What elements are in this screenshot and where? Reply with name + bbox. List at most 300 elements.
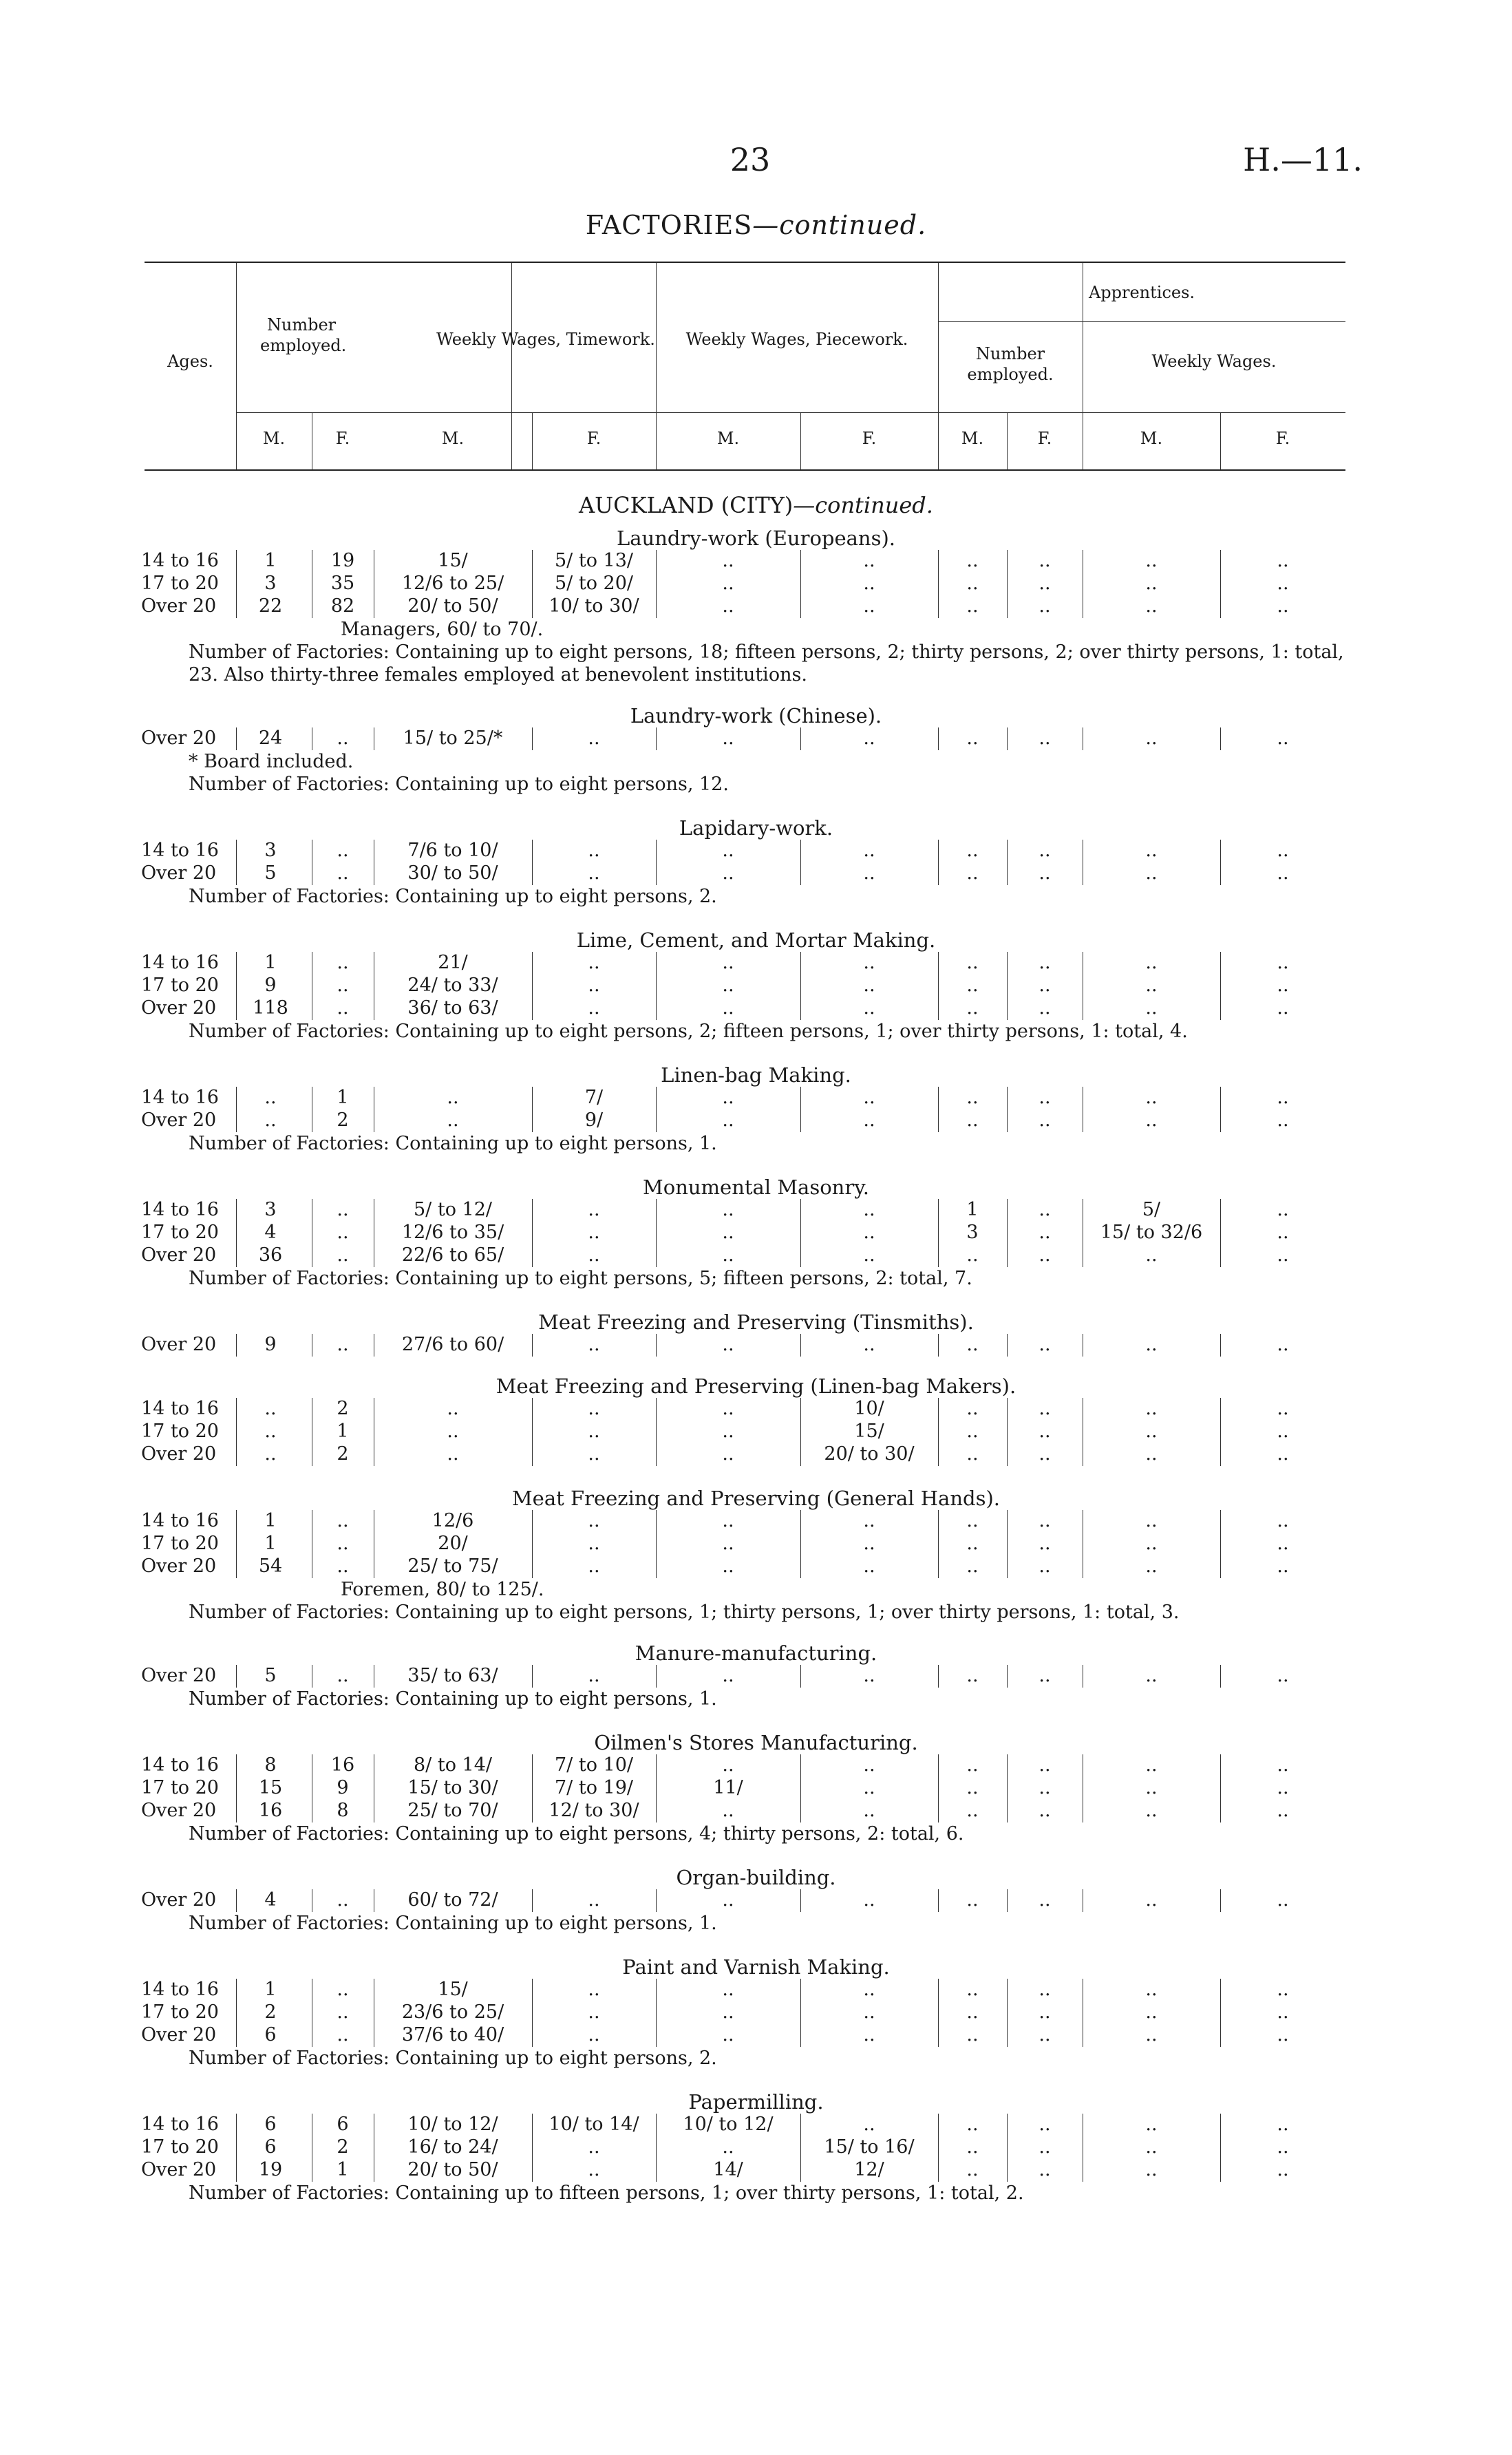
table-cell: 20/ — [438, 1533, 468, 1554]
table-cell: .. — [1277, 1665, 1289, 1686]
body — [0, 492, 1512, 2204]
table-cell: .. — [1145, 1334, 1158, 1355]
table-cell: .. — [1277, 1889, 1289, 1911]
table-cell: .. — [1039, 1533, 1051, 1554]
section-title: Linen-bag Making. — [661, 1063, 851, 1087]
age-cell: 17 to 20 — [141, 1421, 219, 1442]
section-note: Number of Factories: Containing up to eight persons, 18; fifteen persons, 2; thirty persons, 2; over thirty persons, 1: total, 23. Also thirty-three females employed at benevolent institutions. — [189, 641, 1344, 686]
table-cell: .. — [966, 1421, 979, 1442]
table-cell: .. — [722, 1421, 734, 1442]
table-cell: .. — [588, 862, 600, 884]
age-cell: 17 to 20 — [141, 1777, 219, 1798]
table-cell: .. — [863, 862, 875, 884]
table-cell: 54 — [258, 1555, 283, 1577]
table-cell: .. — [722, 550, 734, 571]
table-cell: 24 — [258, 727, 283, 749]
table-cell: .. — [863, 1665, 875, 1686]
table-cell: .. — [1277, 840, 1289, 861]
table-cell: 5/ to 12/ — [414, 1199, 492, 1220]
age-cell: 17 to 20 — [141, 573, 219, 594]
section-note: Foremen, 80/ to 125/. — [341, 1579, 544, 1600]
table-cell: .. — [1039, 1199, 1051, 1220]
section — [0, 1176, 1512, 1290]
age-cell: 17 to 20 — [141, 2001, 219, 2023]
age-cell: Over 20 — [141, 595, 217, 617]
table-cell: .. — [863, 1109, 875, 1131]
section-rows — [0, 1979, 1512, 2047]
table-cell: .. — [1039, 1979, 1051, 2000]
table-cell: .. — [1145, 1777, 1158, 1798]
table-cell: 16 — [258, 1800, 283, 1821]
table-row — [0, 1777, 1512, 1800]
section-title: Papermilling. — [688, 2090, 824, 2114]
section-rows — [0, 1398, 1512, 1466]
table-cell: .. — [588, 1244, 600, 1266]
table-cell: .. — [1039, 2001, 1051, 2023]
table-cell: 15/ — [438, 1979, 468, 2000]
table-cell: .. — [966, 1754, 979, 1776]
table-cell: 20/ to 50/ — [407, 595, 498, 617]
table-cell: .. — [863, 1889, 875, 1911]
table-cell: .. — [863, 1510, 875, 1531]
table-cell: .. — [1145, 2159, 1158, 2180]
section-note: Number of Factories: Containing up to eight persons, 2. — [189, 886, 717, 907]
table-cell: 1 — [264, 1510, 277, 1531]
table-cell: .. — [1145, 2136, 1158, 2158]
section — [0, 1310, 1512, 1357]
table-cell: 9 — [264, 1334, 277, 1355]
section-rows — [0, 2114, 1512, 2182]
table-cell: .. — [966, 1443, 979, 1465]
table-cell: .. — [863, 727, 875, 749]
table-cell: .. — [722, 573, 734, 594]
table-cell: .. — [722, 840, 734, 861]
table-cell: .. — [863, 1244, 875, 1266]
table-row — [0, 573, 1512, 595]
table-row — [0, 1533, 1512, 1555]
table-cell: .. — [1039, 2136, 1051, 2158]
section-title: Meat Freezing and Preserving (Tinsmiths). — [538, 1310, 974, 1334]
table-cell: .. — [1277, 862, 1289, 884]
table-cell: .. — [1039, 1398, 1051, 1419]
table-cell: .. — [1277, 1244, 1289, 1266]
table-cell: 5/ to 13/ — [555, 550, 633, 571]
table-cell: .. — [1277, 573, 1289, 594]
table-cell: 10/ to 12/ — [407, 2114, 498, 2135]
table-cell: .. — [1039, 1555, 1051, 1577]
table-cell: .. — [1039, 1222, 1051, 1243]
table-cell: 3 — [264, 573, 277, 594]
table-row — [0, 1334, 1512, 1357]
section — [0, 1487, 1512, 1624]
table-cell: .. — [447, 1109, 459, 1131]
table-cell: .. — [966, 2136, 979, 2158]
table-cell: .. — [863, 1555, 875, 1577]
table-cell: .. — [588, 2159, 600, 2180]
section-note: Managers, 60/ to 70/. — [341, 619, 544, 640]
section-title: Manure-manufacturing. — [635, 1641, 877, 1665]
age-cell: Over 20 — [141, 1334, 217, 1355]
age-cell: 17 to 20 — [141, 2136, 219, 2158]
table-cell: 12/ to 30/ — [549, 1800, 639, 1821]
table-cell: .. — [588, 840, 600, 861]
age-cell: 14 to 16 — [141, 1754, 219, 1776]
table-cell: .. — [1277, 727, 1289, 749]
table-cell: .. — [863, 2024, 875, 2045]
section-note: Number of Factories: Containing up to eight persons, 4; thirty persons, 2: total, 6. — [189, 1823, 964, 1845]
table-cell: .. — [447, 1421, 459, 1442]
table-cell: .. — [722, 1800, 734, 1821]
table-cell: .. — [588, 2001, 600, 2023]
header-weekly-timework: Weekly Wages, Timework. — [436, 330, 655, 349]
table-row — [0, 1398, 1512, 1421]
table-cell: .. — [722, 727, 734, 749]
header-m: M. — [1140, 429, 1163, 448]
table-cell: 2 — [337, 1109, 349, 1131]
table-cell: 25/ to 70/ — [407, 1800, 498, 1821]
table-row — [0, 1443, 1512, 1466]
table-row — [0, 840, 1512, 862]
table-header — [145, 262, 1345, 471]
table-cell: 16 — [330, 1754, 355, 1776]
section-rows — [0, 1665, 1512, 1688]
table-cell: .. — [1277, 952, 1289, 973]
table-cell: .. — [1145, 595, 1158, 617]
table-cell: .. — [1145, 840, 1158, 861]
table-cell: 8 — [264, 1754, 277, 1776]
table-cell: 15/ to 32/6 — [1100, 1222, 1203, 1243]
section-title: Meat Freezing and Preserving (General Hands). — [511, 1487, 1000, 1510]
table-cell: .. — [722, 1087, 734, 1108]
table-cell: 6 — [264, 2136, 277, 2158]
table-cell: 60/ to 72/ — [407, 1889, 498, 1911]
table-cell: .. — [966, 1087, 979, 1108]
table-cell: .. — [966, 952, 979, 973]
table-cell: .. — [1039, 1665, 1051, 1686]
table-cell: .. — [1277, 1555, 1289, 1577]
section — [0, 1731, 1512, 1845]
section-note: Number of Factories: Containing up to eight persons, 5; fifteen persons, 2: total, 7. — [189, 1268, 972, 1289]
table-cell: .. — [722, 1109, 734, 1131]
table-cell: 10/ — [854, 1398, 884, 1419]
table-row — [0, 975, 1512, 997]
section — [0, 1374, 1512, 1466]
header-f: F. — [1037, 429, 1052, 448]
table-cell: 36/ to 63/ — [407, 997, 498, 1019]
age-cell: 14 to 16 — [141, 1979, 219, 2000]
age-cell: Over 20 — [141, 2024, 217, 2045]
table-cell: .. — [588, 2136, 600, 2158]
section-note: * Board included. — [189, 751, 354, 772]
table-cell: 2 — [337, 2136, 349, 2158]
table-row — [0, 1800, 1512, 1822]
table-row — [0, 1665, 1512, 1688]
table-cell: 24/ to 33/ — [407, 975, 498, 996]
table-cell: .. — [966, 975, 979, 996]
table-cell: .. — [337, 840, 349, 861]
table-cell: .. — [337, 975, 349, 996]
table-cell: .. — [1039, 1087, 1051, 1108]
table-cell: .. — [1277, 1754, 1289, 1776]
table-row — [0, 997, 1512, 1020]
table-cell: 8/ to 14/ — [414, 1754, 492, 1776]
table-cell: .. — [863, 975, 875, 996]
table-cell: .. — [1145, 1109, 1158, 1131]
age-cell: 14 to 16 — [141, 2114, 219, 2135]
table-cell: .. — [722, 1199, 734, 1220]
table-cell: .. — [863, 1222, 875, 1243]
table-cell: .. — [722, 1398, 734, 1419]
table-cell: .. — [966, 862, 979, 884]
table-cell: 5/ to 20/ — [555, 573, 633, 594]
document-reference: H.—11. — [1243, 141, 1363, 178]
table-cell: .. — [1277, 2024, 1289, 2045]
table-cell: .. — [863, 840, 875, 861]
table-cell: .. — [722, 595, 734, 617]
table-cell: .. — [966, 1665, 979, 1686]
table-cell: .. — [966, 550, 979, 571]
table-cell: .. — [1145, 2001, 1158, 2023]
age-cell: 14 to 16 — [141, 1510, 219, 1531]
table-cell: .. — [1145, 1555, 1158, 1577]
table-cell: 30/ to 50/ — [407, 862, 498, 884]
table-cell: .. — [1145, 862, 1158, 884]
table-cell: .. — [722, 1665, 734, 1686]
table-cell: .. — [1277, 550, 1289, 571]
table-cell: .. — [1277, 1199, 1289, 1220]
table-cell: 20/ to 50/ — [407, 2159, 498, 2180]
table-cell: .. — [1277, 1777, 1289, 1798]
age-cell: Over 20 — [141, 1800, 217, 1821]
table-row — [0, 2024, 1512, 2047]
table-cell: .. — [588, 727, 600, 749]
section-title: Monumental Masonry. — [643, 1176, 869, 1199]
table-cell: .. — [1145, 727, 1158, 749]
table-cell: .. — [588, 1199, 600, 1220]
table-cell: .. — [337, 862, 349, 884]
table-row — [0, 2136, 1512, 2159]
table-cell: .. — [447, 1398, 459, 1419]
table-cell: .. — [1039, 727, 1051, 749]
age-cell: 17 to 20 — [141, 975, 219, 996]
table-cell: 15/ — [438, 550, 468, 571]
table-cell: .. — [337, 1244, 349, 1266]
table-cell: .. — [863, 1979, 875, 2000]
table-cell: .. — [1277, 2114, 1289, 2135]
table-cell: .. — [966, 1510, 979, 1531]
header-appr-number-employed: Number employed. — [967, 344, 1054, 384]
table-row — [0, 1109, 1512, 1132]
table-cell: .. — [447, 1443, 459, 1465]
table-cell: .. — [722, 952, 734, 973]
table-cell: 3 — [966, 1222, 979, 1243]
section — [0, 1866, 1512, 1935]
table-cell: .. — [337, 727, 349, 749]
table-cell: 15/ to 25/* — [403, 727, 503, 749]
age-cell: 14 to 16 — [141, 1199, 219, 1220]
table-row — [0, 2114, 1512, 2136]
age-cell: 14 to 16 — [141, 550, 219, 571]
section-rows — [0, 952, 1512, 1020]
table-cell: .. — [337, 1665, 349, 1686]
age-cell: 14 to 16 — [141, 952, 219, 973]
table-cell: 23/6 to 25/ — [401, 2001, 504, 2023]
table-cell: .. — [863, 1334, 875, 1355]
table-row — [0, 1555, 1512, 1578]
table-cell: .. — [588, 1555, 600, 1577]
table-cell: 12/6 to 25/ — [401, 573, 504, 594]
table-cell: .. — [966, 727, 979, 749]
section — [0, 704, 1512, 796]
table-cell: .. — [1277, 1109, 1289, 1131]
age-cell: 14 to 16 — [141, 840, 219, 861]
table-row — [0, 1199, 1512, 1222]
age-cell: 17 to 20 — [141, 1533, 219, 1554]
table-cell: .. — [966, 1800, 979, 1821]
table-cell: 82 — [330, 595, 355, 617]
table-cell: .. — [1145, 1665, 1158, 1686]
table-cell: .. — [588, 1533, 600, 1554]
table-cell: 12/ — [854, 2159, 884, 2180]
table-cell: .. — [722, 997, 734, 1019]
table-cell: .. — [1039, 2024, 1051, 2045]
table-cell: .. — [863, 997, 875, 1019]
table-cell: .. — [264, 1421, 277, 1442]
table-cell: .. — [863, 550, 875, 571]
table-cell: .. — [337, 1533, 349, 1554]
table-cell: .. — [1145, 550, 1158, 571]
table-cell: .. — [447, 1087, 459, 1108]
section — [0, 2090, 1512, 2204]
table-row — [0, 1889, 1512, 1912]
section-title: Laundry-work (Europeans). — [616, 527, 896, 550]
section-note: Number of Factories: Containing up to eight persons, 1. — [189, 1688, 717, 1710]
header-appr-weekly-wages: Weekly Wages. — [1151, 352, 1277, 371]
table-cell: 14/ — [713, 2159, 743, 2180]
table-cell: .. — [1039, 840, 1051, 861]
section-title: Lime, Cement, and Mortar Making. — [576, 928, 936, 952]
table-cell: .. — [1277, 1510, 1289, 1531]
header-f: F. — [586, 429, 601, 448]
table-cell: .. — [337, 1979, 349, 2000]
table-cell: 1 — [264, 1533, 277, 1554]
table-cell: .. — [337, 952, 349, 973]
table-cell: .. — [863, 1199, 875, 1220]
table-cell: .. — [722, 1979, 734, 2000]
table-cell: .. — [966, 1109, 979, 1131]
table-row — [0, 1244, 1512, 1267]
table-cell: .. — [588, 1222, 600, 1243]
table-row — [0, 862, 1512, 885]
table-cell: 4 — [264, 1889, 277, 1911]
section-note: Number of Factories: Containing up to eight persons, 12. — [189, 774, 729, 795]
table-cell: 12/6 — [432, 1510, 474, 1531]
table-cell: .. — [1039, 997, 1051, 1019]
table-cell: .. — [1145, 975, 1158, 996]
table-cell: .. — [1277, 1222, 1289, 1243]
table-cell: 6 — [264, 2024, 277, 2045]
table-cell: .. — [264, 1087, 277, 1108]
section-title: Organ-building. — [676, 1866, 836, 1889]
table-cell: .. — [722, 1222, 734, 1243]
table-cell: 5/ — [1142, 1199, 1161, 1220]
section-note: Number of Factories: Containing up to eight persons, 1; thirty persons, 1; over thirty persons, 1: total, 3. — [189, 1602, 1180, 1623]
section — [0, 816, 1512, 908]
table-cell: .. — [1039, 2159, 1051, 2180]
table-cell: .. — [722, 2136, 734, 2158]
table-cell: .. — [588, 997, 600, 1019]
table-cell: .. — [337, 2024, 349, 2045]
city-suffix: —continued. — [793, 492, 933, 518]
table-cell: .. — [966, 1334, 979, 1355]
section-title: Lapidary-work. — [679, 816, 833, 840]
table-cell: .. — [1277, 1334, 1289, 1355]
table-cell: 5 — [264, 862, 277, 884]
header-number-employed: Number employed. — [260, 315, 347, 355]
table-cell: .. — [966, 595, 979, 617]
table-cell: .. — [966, 2159, 979, 2180]
table-cell: .. — [1277, 975, 1289, 996]
section — [0, 1063, 1512, 1155]
table-cell: 35/ to 63/ — [407, 1665, 498, 1686]
table-cell: 12/6 to 35/ — [401, 1222, 504, 1243]
table-cell: .. — [588, 1398, 600, 1419]
age-cell: 14 to 16 — [141, 1398, 219, 1419]
table-cell: 20/ to 30/ — [824, 1443, 915, 1465]
table-cell: .. — [722, 1244, 734, 1266]
table-cell: .. — [722, 1510, 734, 1531]
table-row — [0, 1087, 1512, 1109]
page-title-main: FACTORIES — [585, 210, 753, 240]
header-weekly-piecework: Weekly Wages, Piecework. — [685, 330, 908, 349]
age-cell: 14 to 16 — [141, 1087, 219, 1108]
table-cell: 35 — [330, 573, 355, 594]
table-cell: .. — [1277, 1421, 1289, 1442]
table-cell: .. — [1039, 1421, 1051, 1442]
table-cell: .. — [337, 1555, 349, 1577]
table-cell: .. — [863, 573, 875, 594]
age-cell: Over 20 — [141, 862, 217, 884]
table-cell: .. — [1039, 975, 1051, 996]
section-rows — [0, 1087, 1512, 1132]
table-cell: .. — [966, 1555, 979, 1577]
age-cell: Over 20 — [141, 1244, 217, 1266]
table-cell: .. — [722, 1443, 734, 1465]
table-cell: .. — [1145, 1398, 1158, 1419]
table-cell: .. — [863, 1754, 875, 1776]
table-cell: 10/ to 12/ — [683, 2114, 774, 2135]
table-row — [0, 550, 1512, 573]
table-cell: 10/ to 14/ — [549, 2114, 639, 2135]
table-cell: .. — [337, 2001, 349, 2023]
table-cell: .. — [264, 1398, 277, 1419]
table-cell: .. — [1277, 2136, 1289, 2158]
table-cell: 1 — [337, 2159, 349, 2180]
table-row — [0, 595, 1512, 618]
header-apprentices: Apprentices. — [1088, 283, 1195, 302]
age-cell: 17 to 20 — [141, 1222, 219, 1243]
table-cell: .. — [1277, 2001, 1289, 2023]
table-cell: 2 — [337, 1398, 349, 1419]
table-cell: 3 — [264, 1199, 277, 1220]
table-cell: .. — [1039, 1109, 1051, 1131]
section-note: Number of Factories: Containing up to eight persons, 1. — [189, 1913, 717, 1934]
page-title — [0, 210, 1512, 240]
table-cell: .. — [1039, 2114, 1051, 2135]
table-cell: .. — [1145, 1510, 1158, 1531]
table-cell: .. — [1145, 1979, 1158, 2000]
table-cell: .. — [1145, 952, 1158, 973]
